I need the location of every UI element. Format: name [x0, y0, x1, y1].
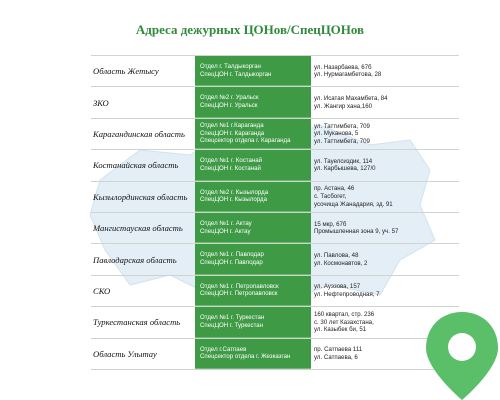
region-name: Костанайская область [93, 160, 179, 171]
address-line: ул. Павлова, 48 [314, 251, 359, 259]
office-name: Спецсектор отдела г. Караганда [200, 137, 291, 145]
office-cell [195, 213, 311, 243]
office-cell [195, 307, 311, 337]
address-line: ул. Муканова, 5 [314, 130, 359, 138]
office-name: СпецЦОН г. Уральск [200, 102, 258, 110]
table-row [91, 150, 459, 181]
address-line: 15 мкр, 67б [314, 220, 347, 228]
address-line: ул. Исатая Махамбета, 84 [314, 94, 388, 102]
office-name: Отдел №1 г. Актау [200, 220, 252, 228]
office-name: СпецЦОН г. Талдыкорган [200, 70, 272, 78]
address-line: пр. Астана, 46 [314, 185, 355, 193]
region-name: Область Улытау [93, 348, 157, 359]
office-name: Отдел г. Талдыкорган [200, 63, 261, 71]
office-cell [195, 119, 311, 149]
office-name: Отдел №1 г. Туркестан [200, 314, 265, 322]
address-line: пр. Сатпаева 111 [314, 346, 363, 354]
office-name: СпецЦОН г. Актау [200, 227, 251, 235]
address-line: ул. Карбышева, 127/0 [314, 165, 376, 173]
address-line: Промышленная зона 9, уч. 57 [314, 228, 399, 236]
table-row [91, 213, 459, 244]
office-name: СпецЦОН г. Туркестан [200, 321, 264, 329]
address-line: ул. Тауелсиздик, 114 [314, 157, 373, 165]
location-pin-icon [422, 308, 500, 400]
table-row [91, 182, 459, 213]
address-line: ул. Ауэзова, 157 [314, 283, 361, 291]
address-line: ул. Таттимбета, 709 [314, 137, 370, 145]
address-cell [311, 276, 459, 306]
address-line: ул. Сатпаева, 6 [314, 353, 358, 361]
region-name: Кызылординская область [93, 191, 188, 202]
address-line: ул. Назарбаева, 67б [314, 63, 372, 71]
address-line: с. 30 лет Казахстана, [314, 318, 374, 326]
address-cell [311, 182, 459, 212]
office-cell [195, 339, 311, 369]
office-cell [195, 87, 311, 117]
region-name: ЗКО [93, 97, 109, 108]
table-row [91, 276, 459, 307]
offices-table [91, 55, 459, 370]
office-name: Отдел №1 г. Павлодар [200, 251, 264, 259]
address-line: 160 квартал, стр. 236 [314, 310, 375, 318]
office-name: Отдел г.Сатпаев [200, 345, 247, 353]
address-line: ул. Казыбек би, 51 [314, 326, 367, 334]
office-cell [195, 150, 311, 180]
table-row [91, 56, 459, 87]
region-name: Область Жетысу [93, 66, 159, 77]
region-name: Туркестанская область [93, 317, 181, 328]
office-name: Отдел №1 г. Костанай [200, 157, 263, 165]
address-line: с. Тасбогет, [314, 192, 347, 200]
office-cell [195, 276, 311, 306]
table-row [91, 87, 459, 118]
address-line: ул. Нефтепроводная, 7 [314, 290, 380, 298]
office-cell [195, 182, 311, 212]
office-name: Отдел №1 г.Караганда [200, 122, 264, 130]
address-cell [311, 244, 459, 274]
region-name: Мангистауская область [93, 223, 183, 234]
office-cell [195, 56, 311, 86]
office-name: Спецсектор отдела г. Жезказган [200, 353, 291, 361]
office-name: СпецЦОН г. Караганда [200, 129, 265, 137]
office-name: СпецЦОН г. Кызылорда [200, 196, 267, 204]
table-row [91, 339, 459, 370]
address-line: ул. Жангир хана,160 [314, 102, 372, 110]
address-line: ул. Нурмагамбетова, 28 [314, 71, 382, 79]
address-line: усочища Жанадария, зд. 91 [314, 200, 393, 208]
office-name: Отдел №2 г. Кызылорда [200, 188, 269, 196]
address-line: ул. Таттимбета, 709 [314, 122, 370, 130]
office-name: СпецЦОН г. Костанай [200, 164, 261, 172]
page-title: Адреса дежурных ЦОНов/СпецЦОНов [135, 22, 365, 37]
office-cell [195, 244, 311, 274]
table-row [91, 307, 459, 338]
address-line: ул. Космонавтов, 2 [314, 259, 368, 267]
region-name: СКО [93, 285, 111, 296]
address-cell [311, 150, 459, 180]
office-name: Отдел №2 г. Уральск [200, 94, 259, 102]
table-row [91, 119, 459, 150]
table-row [91, 244, 459, 275]
office-name: Отдел №1 г. Петропавловск [200, 282, 279, 290]
office-name: СпецЦОН г. Павлодар [200, 259, 263, 267]
address-cell [311, 87, 459, 117]
region-name: Карагандинская область [93, 128, 185, 139]
office-name: СпецЦОН г. Петропавловск [200, 290, 278, 298]
address-cell [311, 56, 459, 86]
address-cell [311, 213, 459, 243]
address-cell [311, 119, 459, 149]
region-name: Павлодарская область [93, 254, 177, 265]
